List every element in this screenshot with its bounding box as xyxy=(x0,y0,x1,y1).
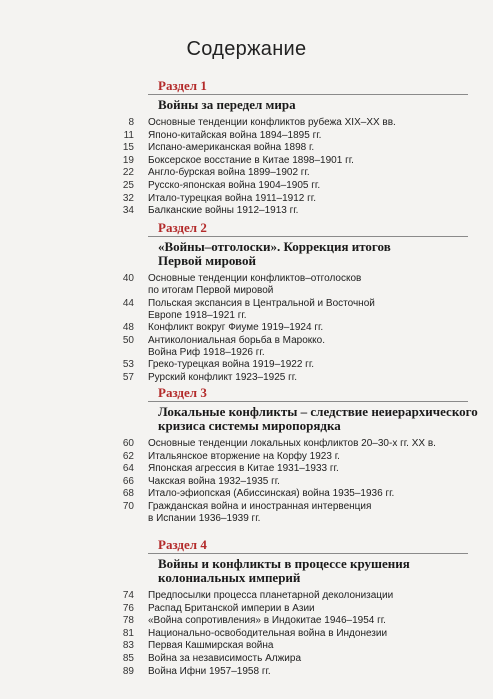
toc-entry-page: 25 xyxy=(122,180,134,191)
toc-entry-title xyxy=(148,488,478,500)
toc-entry-line: Конфликт вокруг Фиуме 1919–1924 гг. xyxy=(148,322,324,334)
toc-entry-title xyxy=(148,205,478,217)
toc-entry-line: Основные тенденции конфликтов–отголосков xyxy=(148,273,362,284)
section-title xyxy=(158,405,478,433)
toc-entry-page: 64 xyxy=(122,463,134,475)
section-label: Раздел 1 xyxy=(158,78,207,93)
section-title xyxy=(158,557,478,585)
toc-entry-title xyxy=(148,298,478,322)
toc-entry-line: Основные тенденции локальных конфликтов 20–30-х гг. XX в. xyxy=(148,438,436,449)
toc-entry-page: 22 xyxy=(122,167,134,179)
toc-entry-title xyxy=(148,438,478,450)
toc-entry-line: Чакская война 1932–1935 гг. xyxy=(148,475,280,487)
toc-entry-title xyxy=(148,167,478,179)
toc-entry-line: Итало-эфиопская (Абиссинская) война 1935–1936 гг. xyxy=(148,488,395,500)
toc-entry-title xyxy=(148,666,478,678)
toc-entry-title xyxy=(148,193,478,205)
toc-entry-page: 50 xyxy=(122,334,134,346)
toc-entry-title xyxy=(148,130,478,142)
toc-entry-title xyxy=(148,451,478,463)
section-divider xyxy=(148,94,468,95)
section-divider xyxy=(148,401,468,402)
toc-entry-line: «Война сопротивления» в Индокитае 1946–1954 гг. xyxy=(148,615,386,627)
toc-entry-line: Война за независимость Алжира xyxy=(148,653,302,664)
toc-entry-title xyxy=(148,155,478,167)
section-label: Раздел 2 xyxy=(158,220,207,235)
toc-entry-page: 62 xyxy=(122,450,134,462)
toc-entry-line: Основные тенденции конфликтов рубежа XIX–XX вв. xyxy=(148,117,396,128)
toc-entry-page: 15 xyxy=(122,142,134,154)
toc-entry-title xyxy=(148,653,478,665)
section-label: Раздел 3 xyxy=(158,385,207,400)
toc-entry-line: Война Ифни 1957–1958 гг. xyxy=(148,665,271,677)
toc-entry-title xyxy=(148,142,478,154)
toc-entry-page: 19 xyxy=(122,154,134,166)
toc-entry-title xyxy=(148,359,478,371)
section-title-line: Локальные конфликты – следствие неиерархического xyxy=(158,404,478,419)
toc-entry-page: 68 xyxy=(122,488,134,500)
toc-entry-page: 60 xyxy=(122,438,134,449)
toc-entry-title xyxy=(148,273,478,297)
toc-entry-line: Польская экспансия в Центральной и Восточной xyxy=(148,297,375,309)
toc-entry-title xyxy=(148,590,478,602)
toc-entry-line: Предпосылки процесса планетарной деколонизации xyxy=(148,590,394,601)
section-title xyxy=(158,240,478,268)
section-title-line: «Войны–отголоски». Коррекция итогов xyxy=(158,239,391,254)
toc-entry-page: 34 xyxy=(122,205,134,217)
toc-entry-page: 81 xyxy=(122,627,134,639)
toc-entry-page: 85 xyxy=(122,653,134,664)
toc-entry-page: 44 xyxy=(122,297,134,309)
section-divider xyxy=(148,236,468,237)
toc-entry-line: Испано-американская война 1898 г. xyxy=(148,142,315,154)
toc-entry-line: Антиколониальная борьба в Марокко. xyxy=(148,334,326,346)
section-title-line: колониальных империй xyxy=(158,570,301,585)
toc-entry-line: Англо-бурская война 1899–1902 гг. xyxy=(148,167,310,179)
toc-entry-line: Гражданская война и иностранная интервенция xyxy=(148,501,372,512)
section-title-line: Войны и конфликты в процессе крушения xyxy=(158,556,410,571)
toc-entry-title xyxy=(148,476,478,488)
toc-entry-page: 40 xyxy=(122,273,134,284)
toc-entry-line: Боксерское восстание в Китае 1898–1901 гг. xyxy=(148,154,354,166)
toc-entry-title xyxy=(148,322,478,334)
toc-entry-title xyxy=(148,117,478,129)
toc-entry-title xyxy=(148,372,478,384)
page-title: Содержание xyxy=(186,38,307,60)
toc-entry-line: Итало-турецкая война 1911–1912 гг. xyxy=(148,192,316,204)
section-title-line: Войны за передел мира xyxy=(158,97,296,112)
section-label: Раздел 4 xyxy=(158,537,207,552)
toc-entry-line: Распад Британской империи в Азии xyxy=(148,602,315,614)
toc-entry-title xyxy=(148,628,478,640)
section-title xyxy=(158,98,478,112)
toc-entry-line: Японская агрессия в Китае 1931–1933 гг. xyxy=(148,463,339,475)
toc-entry-title xyxy=(148,180,478,192)
toc-entry-page: 32 xyxy=(122,192,134,204)
toc-entry-title xyxy=(148,640,478,652)
toc-entry-title xyxy=(148,463,478,475)
toc-entry-line: Европе 1918–1921 гг. xyxy=(148,309,247,321)
toc-entry-page: 76 xyxy=(122,602,134,614)
toc-entry-line: Итальянское вторжение на Корфу 1923 г. xyxy=(148,450,340,462)
toc-entry-page: 83 xyxy=(122,640,134,652)
toc-entry-page: 11 xyxy=(123,129,134,141)
toc-entry-line: Японо-китайская война 1894–1895 гг. xyxy=(148,129,322,141)
toc-entry-line: Война Риф 1918–1926 гг. xyxy=(148,346,265,358)
toc-entry-page: 74 xyxy=(122,590,134,601)
toc-entry-page: 70 xyxy=(122,501,134,512)
toc-entry-line: Первая Кашмирская война xyxy=(148,640,274,652)
toc-entry-title xyxy=(148,615,478,627)
toc-entry-line: Русско-японская война 1904–1905 гг. xyxy=(148,180,321,191)
toc-entry-line: по итогам Первой мировой xyxy=(148,285,274,296)
toc-entry-page: 48 xyxy=(122,322,134,334)
toc-entry-title xyxy=(148,335,478,359)
section-title-line: Первой мировой xyxy=(158,253,256,268)
toc-entry-line: Национально-освободительная война в Индонезии xyxy=(148,627,388,639)
toc-entry-title xyxy=(148,603,478,615)
toc-entry-line: Балканские войны 1912–1913 гг. xyxy=(148,205,299,217)
toc-entry-page: 8 xyxy=(128,117,134,128)
toc-entry-page: 78 xyxy=(122,615,134,627)
toc-entry-line: в Испании 1936–1939 гг. xyxy=(148,513,261,524)
toc-entry-title xyxy=(148,501,478,525)
toc-entry-page: 89 xyxy=(122,665,134,677)
toc-entry-page: 66 xyxy=(122,475,134,487)
toc-entry-line: Рурский конфликт 1923–1925 гг. xyxy=(148,372,297,383)
toc-entry-page: 53 xyxy=(122,359,134,371)
toc-entry-page: 57 xyxy=(122,372,134,383)
section-title-line: кризиса системы миропорядка xyxy=(158,418,341,433)
toc-entry-line: Греко-турецкая война 1919–1922 гг. xyxy=(148,359,315,371)
section-divider xyxy=(148,553,468,554)
